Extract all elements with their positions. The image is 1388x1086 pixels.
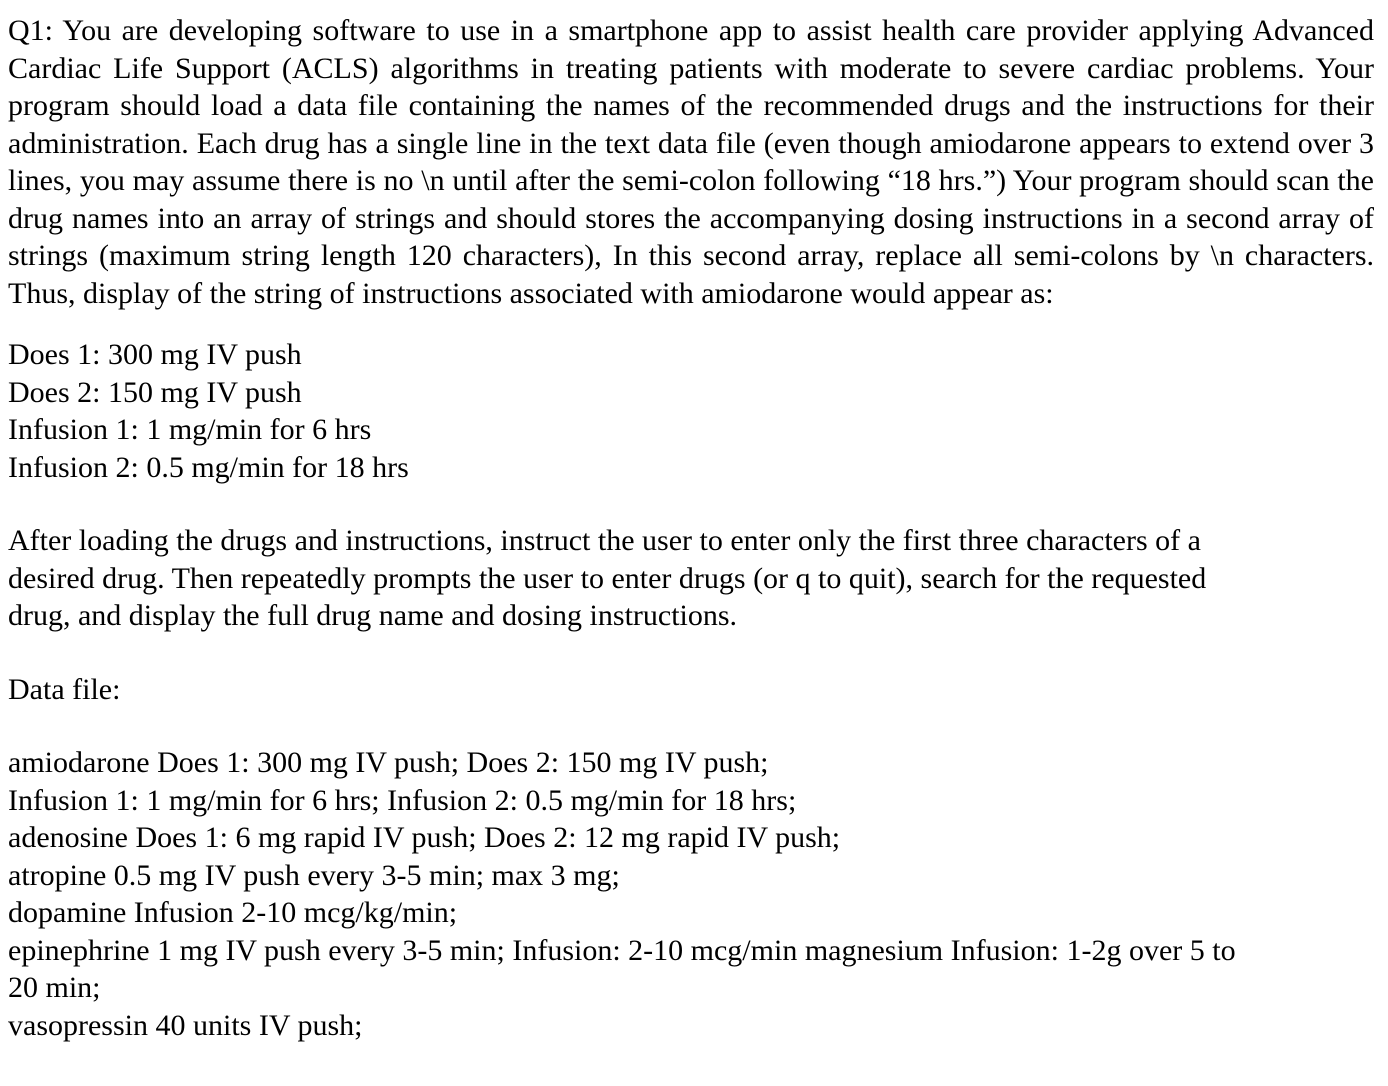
data-file-line: epinephrine 1 mg IV push every 3-5 min; Infusion: 2-10 mcg/min magnesium Infusion: 1-2g over 5 to — [8, 933, 1236, 967]
spacer — [8, 635, 1374, 671]
data-file-label: Data file: — [8, 672, 121, 706]
question-paragraph: Q1: You are developing software to use in a smartphone app to assist health care provider applying Advanced Cardiac Life Support (ACLS) algorithms in treating patients with moderate to severe cardiac problems. Your program should load a data file containing the names of the recommended drugs and the instructions for their administration. Each drug has a single line in the text data file (even though amiodarone appears to extend over 3 lines, you may assume there is no \n until after the semi-colon following “18 hrs.”) Your program should scan the drug names into an array of strings and should stores the accompanying dosing instructions in a second array of strings (maximum string length 120 characters), In this second array, replace all semi-colons by \n characters. Thus, display of the string of instructions associated with amiodarone would appear as: — [8, 14, 1374, 310]
example-line: Infusion 1: 1 mg/min for 6 hrs — [8, 413, 372, 446]
example-line: Does 1: 300 mg IV push — [8, 338, 302, 371]
data-file-line: Infusion 1: 1 mg/min for 6 hrs; Infusion 2: 0.5 mg/min for 18 hrs; — [8, 783, 797, 817]
instructions-line: drug, and display the full drug name and dosing instructions. — [8, 599, 738, 632]
data-file-label-block — [8, 671, 1374, 709]
data-file-line: dopamine Infusion 2-10 mcg/kg/min; — [8, 896, 458, 929]
data-file-contents — [8, 744, 1374, 1044]
data-file-line: amiodarone Does 1: 300 mg IV push; Does 2: 150 mg IV push; — [8, 746, 769, 779]
instructions-line: desired drug. Then repeatedly prompts the user to enter drugs (or q to quit), search for the requested — [8, 561, 1207, 595]
example-line: Infusion 2: 0.5 mg/min for 18 hrs — [8, 450, 409, 484]
spacer — [8, 312, 1374, 336]
instructions-paragraph — [8, 522, 1374, 635]
data-file-line: 20 min; — [8, 971, 101, 1004]
example-line: Does 2: 150 mg IV push — [8, 375, 302, 409]
data-file-line: adenosine Does 1: 6 mg rapid IV push; Does 2: 12 mg rapid IV push; — [8, 821, 841, 854]
instructions-line: After loading the drugs and instructions, instruct the user to enter only the first three characters of a — [8, 524, 1201, 557]
spacer — [8, 708, 1374, 744]
data-file-line: vasopressin 40 units IV push; — [8, 1008, 363, 1042]
document-page — [8, 12, 1374, 1044]
example-output-block — [8, 336, 1374, 486]
data-file-line: atropine 0.5 mg IV push every 3-5 min; max 3 mg; — [8, 858, 620, 892]
spacer — [8, 486, 1374, 522]
